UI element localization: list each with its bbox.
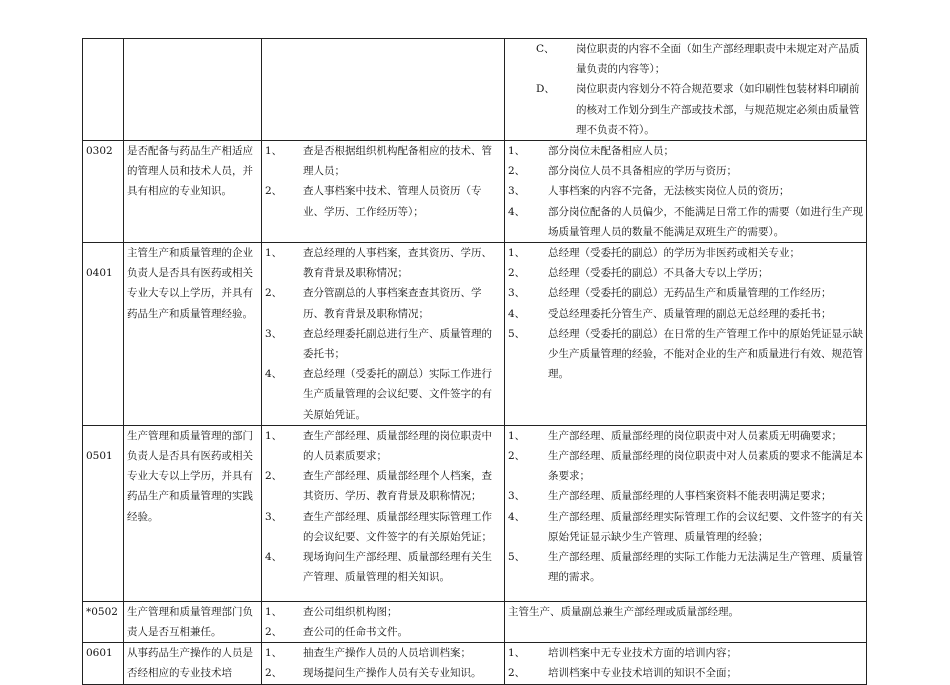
list-item bbox=[265, 547, 501, 587]
list-item bbox=[265, 507, 501, 547]
list-item bbox=[508, 663, 863, 683]
item-number: 1、 bbox=[265, 145, 283, 158]
item-number: 5、 bbox=[508, 551, 526, 564]
item-number: 2、 bbox=[508, 267, 526, 280]
list-item bbox=[508, 426, 863, 446]
item-number: 5、 bbox=[508, 327, 526, 340]
list-item bbox=[265, 364, 501, 425]
item-text: 部分岗位人员不具备相应的学历与资历； bbox=[548, 165, 737, 178]
item-text: 生产部经理、质量部经理的岗位职责中对人员素质的要求不能满足本条要求； bbox=[548, 450, 863, 483]
item-text: 查总经理（受委托的副总）实际工作进行生产质量管理的会议纪要、文件签字的有关原始凭证。 bbox=[303, 368, 492, 421]
defect-list bbox=[505, 601, 867, 642]
item-number: 4、 bbox=[265, 551, 283, 564]
item-number: 2、 bbox=[265, 470, 283, 483]
requirement-text: 生产管理和质量管理部门负责人是否互相兼任。 bbox=[124, 601, 262, 642]
list-item bbox=[508, 39, 863, 79]
list-item bbox=[508, 181, 863, 201]
item-number: 4、 bbox=[265, 368, 283, 381]
item-code bbox=[83, 39, 124, 141]
item-number: 4、 bbox=[508, 307, 526, 320]
item-text: 查生产部经理、质量部经理实际管理工作的会议纪要、文件签字的有关原始凭证； bbox=[303, 510, 492, 543]
list-item bbox=[508, 263, 863, 283]
check-methods bbox=[262, 243, 505, 426]
item-number: 3、 bbox=[508, 490, 526, 503]
check-methods bbox=[262, 601, 505, 642]
item-code: *0502 bbox=[83, 601, 124, 642]
list-item bbox=[265, 643, 501, 663]
item-text: 部分岗位配备的人员偏少，不能满足日常工作的需要（如进行生产现场质量管理人员的数量不能满足双班生产的需要）。 bbox=[548, 205, 863, 238]
item-number: C、 bbox=[536, 43, 555, 55]
item-text: 查人事档案中技术、管理人员资历（专业、学历、工作经历等）； bbox=[303, 185, 482, 218]
item-number: 1、 bbox=[265, 605, 283, 618]
item-text: 生产部经理、质量部经理的人事档案资料不能表明满足要求； bbox=[548, 490, 832, 503]
item-text: 岗位职责内容划分不符合规范要求（如印刷性包装材料印刷前的核对工作划分到生产部或技术部，与规范规定必须由质量管理不负责不符）。 bbox=[576, 83, 860, 136]
list-item bbox=[265, 602, 501, 622]
item-number: 1、 bbox=[508, 429, 526, 442]
item-number: 1、 bbox=[508, 247, 526, 260]
list-item bbox=[265, 426, 501, 466]
item-text: 抽查生产操作人员的人员培训档案； bbox=[303, 647, 471, 660]
item-number: 2、 bbox=[265, 185, 283, 198]
item-code: 0302 bbox=[83, 141, 124, 243]
check-methods bbox=[262, 643, 505, 684]
item-number: 1、 bbox=[508, 145, 526, 158]
item-number: 1、 bbox=[265, 647, 283, 660]
item-text: 查是否根据组织机构配备相应的技术、管理人员； bbox=[303, 145, 492, 178]
item-number: 3、 bbox=[265, 327, 283, 340]
item-number: 2、 bbox=[508, 450, 526, 463]
table-row bbox=[83, 643, 867, 684]
defect-note: 主管生产、质量副总兼生产部经理或质量部经理。 bbox=[508, 605, 739, 618]
list-item bbox=[508, 202, 863, 242]
inspection-table bbox=[82, 38, 867, 685]
item-text: 培训档案中专业技术培训的知识不全面； bbox=[548, 667, 737, 680]
defect-list bbox=[505, 243, 867, 426]
item-number: 4、 bbox=[508, 205, 526, 218]
item-number: 2、 bbox=[508, 667, 526, 680]
item-text: 现场提问生产操作人员有关专业知识。 bbox=[303, 667, 482, 680]
list-item bbox=[265, 141, 501, 181]
item-text: 总经理（受委托的副总）在日常的生产管理工作中的原始凭证显示缺少生产质量管理的经验，不能对企业的生产和质量进行有效、规范管理。 bbox=[548, 327, 863, 381]
table-row bbox=[83, 243, 867, 426]
requirement-text: 主管生产和质量管理的企业负责人是否具有医药或相关专业大专以上学历，并具有药品生产和质量管理经验。 bbox=[124, 243, 262, 426]
defect-list bbox=[505, 39, 867, 141]
item-number: 3、 bbox=[508, 185, 526, 198]
defect-list bbox=[505, 141, 867, 243]
item-number: 2、 bbox=[265, 667, 283, 680]
item-code bbox=[83, 425, 124, 601]
item-text: 查生产部经理、质量部经理个人档案，查其资历、学历、教育背景及职称情况； bbox=[303, 470, 492, 503]
item-number: 4、 bbox=[508, 510, 526, 523]
item-number: D、 bbox=[536, 83, 555, 96]
list-item bbox=[265, 466, 501, 506]
item-number: 1、 bbox=[265, 247, 283, 260]
item-number: 2、 bbox=[265, 287, 283, 300]
table-row bbox=[83, 141, 867, 243]
list-item bbox=[508, 79, 863, 140]
item-text: 总经理（受委托的副总）的学历为非医药或相关专业； bbox=[548, 247, 800, 260]
item-text: 生产部经理、质量部经理的岗位职责中对人员素质无明确要求； bbox=[548, 429, 842, 442]
item-number: 1、 bbox=[265, 429, 283, 442]
item-text: 总经理（受委托的副总）不具备大专以上学历； bbox=[548, 267, 769, 280]
item-text: 受总经理委托分管生产、质量管理的副总无总经理的委托书； bbox=[548, 307, 832, 320]
item-text: 生产部经理、质量部经理实际管理工作的会议纪要、文件签字的有关原始凭证显示缺少生产管理、质量管理的经验； bbox=[548, 510, 863, 543]
item-text: 查总经理委托副总进行生产、质量管理的委托书； bbox=[303, 327, 492, 361]
list-item bbox=[265, 324, 501, 364]
list-item bbox=[508, 283, 863, 303]
list-item bbox=[508, 643, 863, 663]
item-number: 3、 bbox=[508, 287, 526, 300]
table-row bbox=[83, 39, 867, 141]
list-item bbox=[265, 181, 501, 221]
defect-list bbox=[505, 643, 867, 684]
item-number: 1、 bbox=[508, 647, 526, 660]
item-code: 0601 bbox=[83, 643, 124, 684]
item-text: 培训档案中无专业技术方面的培训内容； bbox=[548, 647, 737, 660]
item-text: 查分管副总的人事档案查查其资历、学历、教育背景及职称情况； bbox=[303, 287, 482, 320]
item-code bbox=[83, 243, 124, 426]
table-row bbox=[83, 425, 867, 601]
item-code-text: 0401 bbox=[86, 267, 113, 280]
item-text: 总经理（受委托的副总）无药品生产和质量管理的工作经历； bbox=[548, 287, 832, 300]
requirement-text: 从事药品生产操作的人员是否经相应的专业技术培 bbox=[124, 643, 262, 684]
item-text: 现场询问生产部经理、质量部经理有关生产管理、质量管理的相关知识。 bbox=[303, 551, 492, 584]
list-item bbox=[265, 283, 501, 323]
list-item bbox=[508, 446, 863, 486]
list-item bbox=[508, 547, 863, 587]
item-text: 查公司的任命书文件。 bbox=[303, 626, 408, 639]
check-methods bbox=[262, 425, 505, 601]
list-item bbox=[265, 622, 501, 642]
table-row bbox=[83, 601, 867, 642]
list-item bbox=[265, 663, 501, 683]
list-item bbox=[508, 141, 863, 161]
item-text: 人事档案的内容不完备，无法核实岗位人员的资历； bbox=[548, 185, 790, 198]
list-item bbox=[508, 486, 863, 506]
list-item bbox=[508, 304, 863, 324]
list-item bbox=[508, 161, 863, 181]
list-item bbox=[508, 507, 863, 547]
item-text: 查生产部经理、质量部经理的岗位职责中的人员素质要求； bbox=[303, 429, 492, 463]
item-number: 2、 bbox=[265, 626, 283, 639]
item-text: 查公司组织机构图； bbox=[303, 605, 398, 618]
item-text: 查总经理的人事档案，查其资历、学历、教育背景及职称情况； bbox=[303, 247, 492, 280]
list-item bbox=[265, 243, 501, 283]
check-methods bbox=[262, 141, 505, 243]
item-number: 3、 bbox=[265, 510, 283, 523]
item-number: 2、 bbox=[508, 165, 526, 178]
check-methods bbox=[262, 39, 505, 141]
list-item bbox=[508, 324, 863, 385]
list-item bbox=[508, 243, 863, 263]
item-text: 生产部经理、质量部经理的实际工作能力无法满足生产管理、质量管理的需求。 bbox=[548, 551, 863, 584]
item-text: 岗位职责的内容不全面（如生产部经理职责中未规定对产品质量负责的内容等）； bbox=[576, 43, 860, 76]
requirement-text bbox=[124, 39, 262, 141]
defect-list bbox=[505, 425, 867, 601]
item-text: 部分岗位未配备相应人员； bbox=[548, 145, 674, 158]
requirement-text: 是否配备与药品生产相适应的管理人员和技术人员，并具有相应的专业知识。 bbox=[124, 141, 262, 243]
item-code-text: 0501 bbox=[86, 449, 113, 462]
requirement-text: 生产管理和质量管理的部门负责人是否具有医药或相关专业大专以上学历，并具有药品生产和质量管理的实践经验。 bbox=[124, 425, 262, 601]
